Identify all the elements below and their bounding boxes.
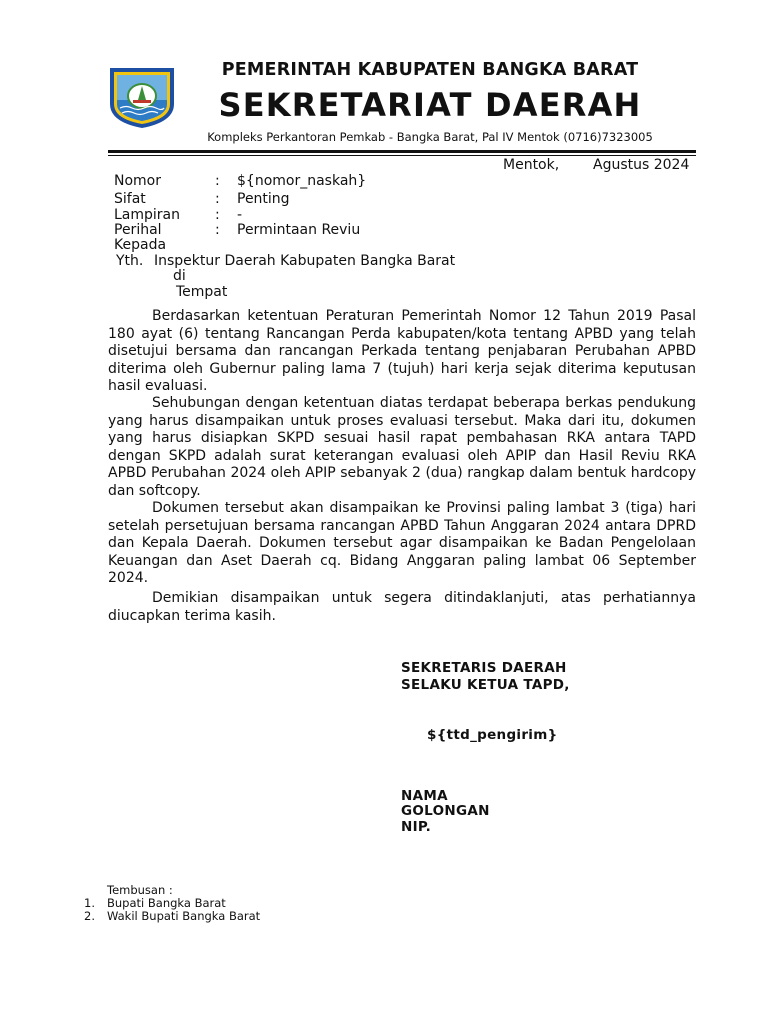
field-sep-sifat: : <box>215 191 220 207</box>
tembusan-heading: Tembusan : <box>107 883 173 897</box>
signature-title-line2: SELAKU KETUA TAPD, <box>401 677 570 693</box>
letter-place: Mentok, <box>503 157 560 173</box>
field-sep-perihal: : <box>215 222 220 238</box>
field-value-perihal: Permintaan Reviu <box>237 222 361 238</box>
letter-date: Agustus 2024 <box>593 157 690 173</box>
letterhead-rule-thick <box>108 150 696 153</box>
tembusan-item-2: Wakil Bupati Bangka Barat <box>107 909 261 923</box>
recipient-yth: Yth. <box>116 253 144 269</box>
field-value-nomor: ${nomor_naskah} <box>237 173 367 189</box>
body-paragraph-1: Berdasarkan ketentuan Peraturan Pemerintah Nomor 12 Tahun 2019 Pasal 180 ayat (6) tentang Rancangan Perda kabupaten/kota tentang APBD yang telah disetujui bersama dan rancangan Perkada tentang penjabaran Perubahan APBD diterima oleh Gubernur paling lama 7 (tujuh) hari kerja sejak diterima keputusan hasil evaluasi. <box>108 308 696 395</box>
field-sep-nomor: : <box>215 173 220 189</box>
institution-name: PEMERINTAH KABUPATEN BANGKA BARAT <box>221 60 639 80</box>
body-paragraph-2: Sehubungan dengan ketentuan diatas terdapat beberapa berkas pendukung yang harus disampaikan untuk proses evaluasi tersebut. Maka dari itu, dokumen yang harus disiapkan SKPD sesuai hasil rapat pembahasan RKA antara TAPD dengan SKPD adalah surat keterangan evaluasi oleh APIP dan Hasil Reviu RKA APBD Perubahan 2024 oleh APIP sebanyak 2 (dua) rangkap dalam bentuk hardcopy dan softcopy. <box>108 395 696 499</box>
letterhead-rule-thin <box>108 155 696 156</box>
tembusan-number-1: 1. <box>84 896 95 910</box>
recipient-tempat: Tempat <box>176 284 228 300</box>
signature-title-line1: SEKRETARIS DAERAH <box>401 660 567 676</box>
signatory-nip: NIP. <box>401 819 432 835</box>
body-paragraph-4: Demikian disampaikan untuk segera ditindaklanjuti, atas perhatiannya diucapkan terima kasih. <box>108 590 696 624</box>
office-name: SEKRETARIAT DAERAH <box>218 86 642 124</box>
tembusan-number-2: 2. <box>84 909 95 923</box>
signatory-rank: GOLONGAN <box>401 803 490 819</box>
body-paragraph-3: Dokumen tersebut akan disampaikan ke Provinsi paling lambat 3 (tiga) hari setelah persetujuan bersama rancangan APBD Tahun Anggaran 2024 antara DPRD dan Kepala Daerah. Dokumen tersebut agar disampaikan ke Badan Pengelolaan Keuangan dan Aset Daerah cq. Bidang Anggaran paling lambat 06 September 2024. <box>108 500 696 587</box>
office-address: Kompleks Perkantoran Pemkab - Bangka Barat, Pal IV Mentok (0716)7323005 <box>207 130 653 144</box>
recipient-kepada: Kepada <box>114 237 167 253</box>
tembusan-item-1: Bupati Bangka Barat <box>107 896 226 910</box>
field-label-sifat: Sifat <box>114 191 146 207</box>
field-sep-lampiran: : <box>215 207 220 223</box>
field-value-sifat: Penting <box>237 191 290 207</box>
signatory-name: NAMA <box>401 788 448 804</box>
field-label-nomor: Nomor <box>114 173 161 189</box>
field-label-perihal: Perihal <box>114 222 162 238</box>
recipient-name: Inspektur Daerah Kabupaten Bangka Barat <box>154 253 456 269</box>
regency-emblem <box>106 64 178 130</box>
signature-placeholder: ${ttd_pengirim} <box>427 727 558 743</box>
field-label-lampiran: Lampiran <box>114 207 181 223</box>
recipient-di: di <box>173 268 186 284</box>
field-value-lampiran: - <box>237 207 243 223</box>
